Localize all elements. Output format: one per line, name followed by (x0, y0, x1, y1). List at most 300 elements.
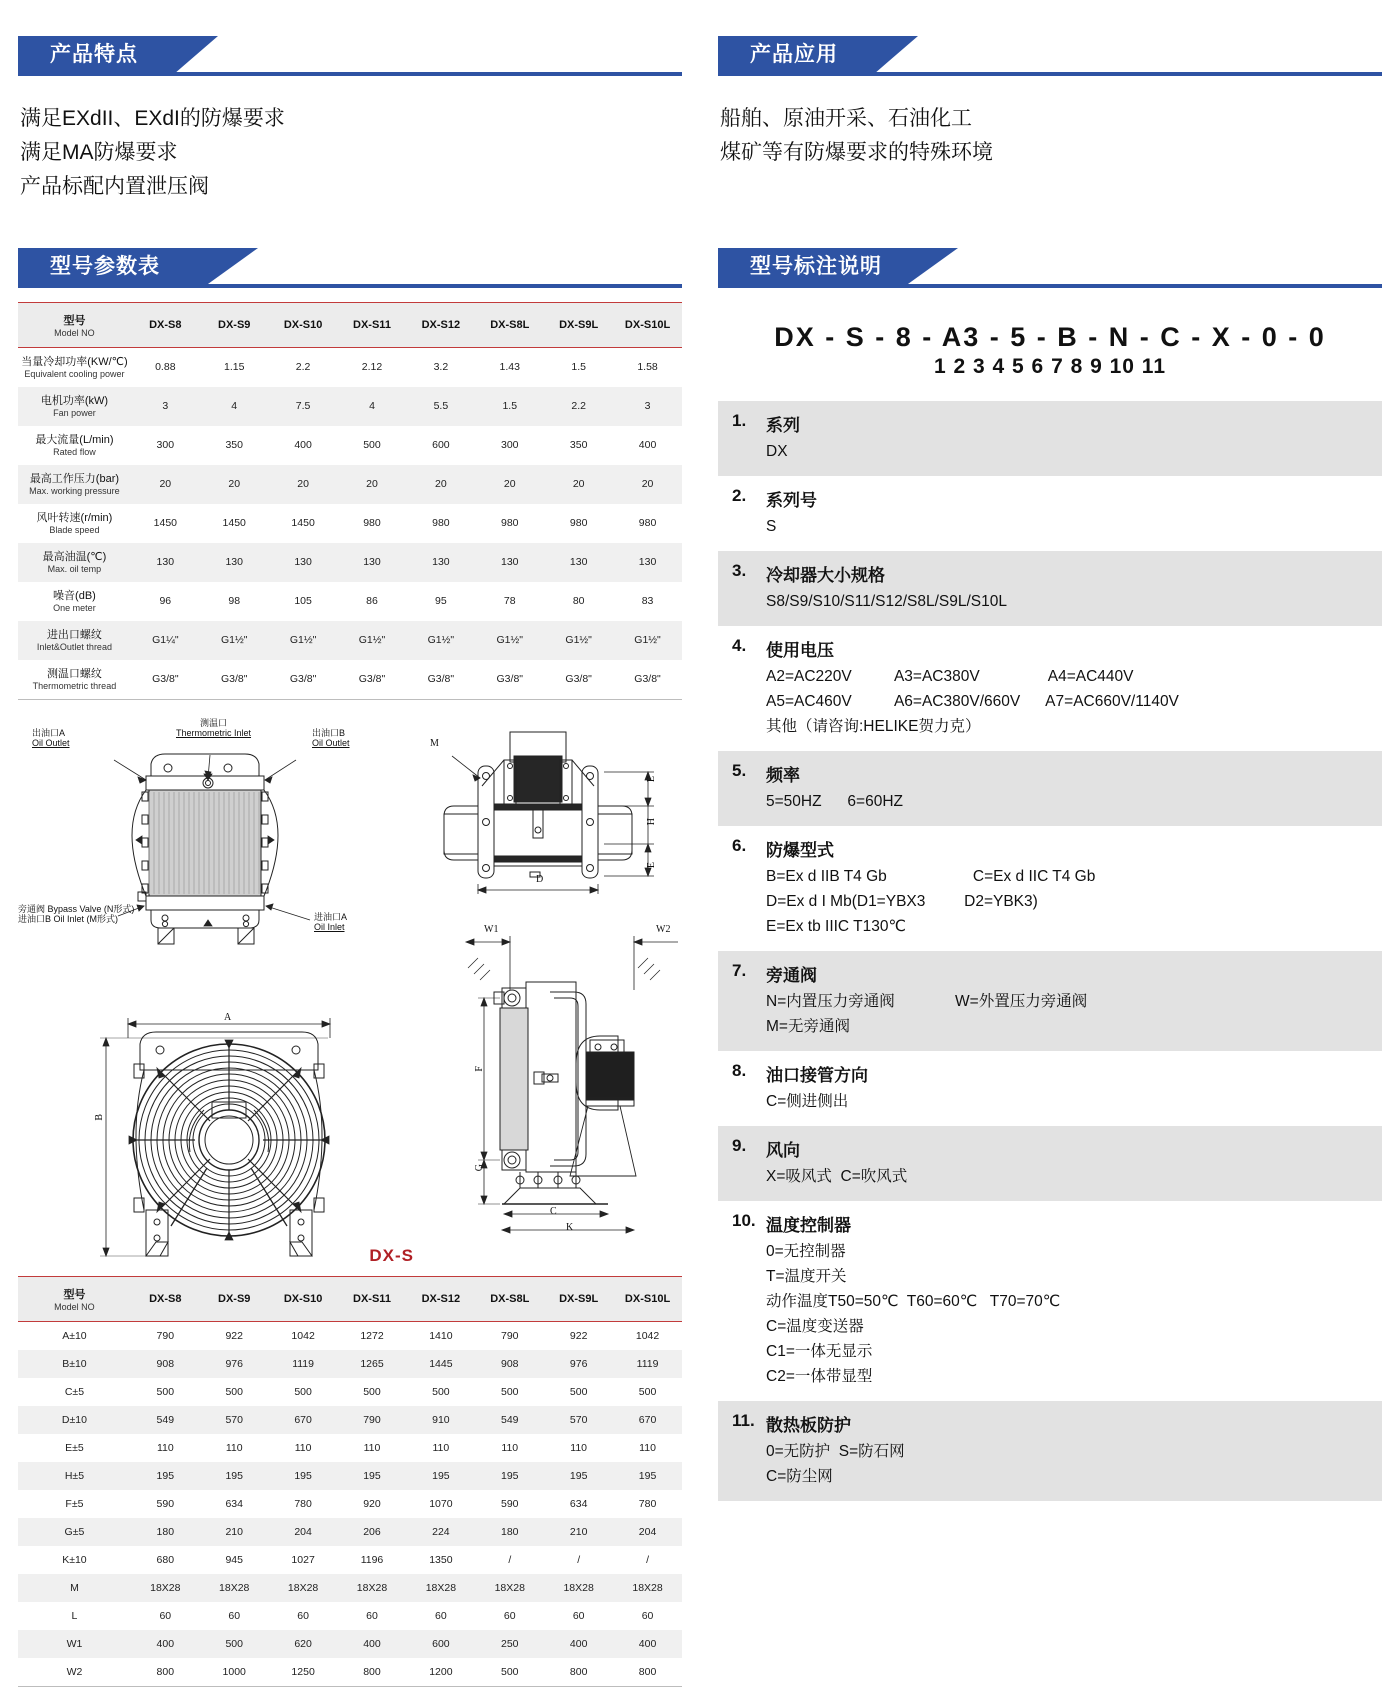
table-row (18, 1490, 682, 1518)
table-cell: 195 (638, 1469, 657, 1482)
table-row (18, 348, 682, 387)
application-banner (718, 36, 1382, 76)
table-cell: 130 (156, 556, 175, 569)
table-cell: 20 (228, 478, 241, 491)
table-cell: 18X28 (632, 1581, 663, 1594)
legend-item-title: 系列号 (766, 491, 817, 510)
row-header: D±10 (61, 1413, 87, 1426)
table-cell: 130 (432, 556, 450, 569)
table-cell: 20 (435, 478, 447, 491)
legend-item-line: T=温度开关 (766, 1268, 847, 1285)
param-table-body (18, 348, 682, 700)
param-table-title: 型号参数表 (50, 255, 160, 278)
dimension-table (18, 1276, 682, 1687)
table-cell: 980 (432, 517, 450, 530)
model-code-title: 型号标注说明 (750, 255, 882, 278)
col-header-model-3: DX-S11 (338, 1276, 407, 1321)
table-cell: 600 (432, 439, 450, 452)
table-cell: 1410 (429, 1329, 453, 1342)
table-cell: 500 (432, 1385, 450, 1398)
table-cell: 1450 (222, 517, 246, 530)
table-cell: 210 (569, 1525, 588, 1538)
row-header: 最大流量(L/min) Rated flow (35, 433, 114, 457)
table-cell: 945 (225, 1553, 243, 1566)
param-table-banner (18, 248, 682, 288)
table-cell: 790 (363, 1413, 381, 1426)
table-cell: 500 (225, 1637, 243, 1650)
dim-label-f: F (474, 1065, 485, 1072)
row-header: B±10 (62, 1357, 87, 1370)
row-header: H±5 (64, 1469, 85, 1482)
param-table-wrap (18, 302, 682, 700)
row-header: E±5 (65, 1441, 84, 1454)
col-header-model-6: DX-S9L (544, 303, 613, 348)
table-cell: 790 (501, 1329, 519, 1342)
legend-item-line: C=温度变送器 (766, 1318, 864, 1335)
table-row (18, 1321, 682, 1350)
col-header-model-5: DX-S8L (475, 1276, 544, 1321)
legend-item-number: 11. (732, 1411, 755, 1430)
table-cell: 400 (638, 1637, 657, 1650)
table-cell: 800 (131, 1658, 200, 1687)
table-row (18, 1406, 682, 1434)
table-cell: 180 (501, 1525, 519, 1538)
table-cell: G1½" (289, 634, 317, 647)
dim-label-e-top: E (646, 775, 657, 782)
table-cell: 86 (366, 595, 378, 608)
model-tag: DX-S (369, 1245, 414, 1265)
table-cell: 204 (638, 1525, 657, 1538)
table-cell: 634 (569, 1497, 588, 1510)
legend-item-line: C1=一体无显示 (766, 1343, 873, 1360)
legend-item (718, 1401, 1382, 1501)
table-cell: 570 (225, 1413, 243, 1426)
table-cell: 105 (294, 595, 312, 608)
feature-line: 满足EXdII、EXdI的防爆要求 (20, 107, 285, 130)
table-cell: 98 (228, 595, 241, 608)
legend-item-line: A5=AC460V A6=AC380V/660V A7=AC660V/1140V (766, 693, 1179, 710)
col-header-model-5: DX-S8L (475, 303, 544, 348)
table-row (18, 543, 682, 582)
table-cell: 195 (294, 1469, 312, 1482)
col-header-model-2: DX-S10 (269, 303, 338, 348)
table-cell: 1.15 (223, 361, 245, 374)
table-cell: 60 (228, 1609, 241, 1622)
table-cell: 1027 (291, 1553, 315, 1566)
table-cell: 0.88 (155, 361, 176, 374)
table-cell: 570 (569, 1413, 588, 1426)
legend-item-title: 风向 (766, 1141, 800, 1160)
legend-item-title: 油口接管方向 (766, 1066, 868, 1085)
table-cell: G3/8" (131, 660, 200, 699)
legend-item (718, 1201, 1382, 1401)
table-cell: G1½" (496, 634, 524, 647)
table-cell: G1½" (358, 634, 386, 647)
legend-item-line: 0=无防护 S=防石网 (766, 1443, 905, 1460)
table-cell: 110 (363, 1441, 381, 1454)
table-cell: G1½" (565, 634, 592, 647)
model-code-banner (718, 248, 1382, 288)
param-table (18, 302, 682, 700)
dim-label-k: K (566, 1221, 574, 1233)
table-cell: 60 (503, 1609, 516, 1622)
table-cell: 18X28 (425, 1581, 457, 1594)
legend-item-line: 0=无控制器 (766, 1243, 846, 1260)
dim-label-w1: W1 (484, 923, 499, 935)
legend-item (718, 476, 1382, 551)
table-cell: G1½" (220, 634, 248, 647)
table-cell: 1042 (635, 1329, 660, 1342)
table-cell: 980 (569, 517, 588, 530)
col-header-model: 型号 Model NO (18, 1276, 131, 1321)
legend-item-line: A2=AC220V A3=AC380V A4=AC440V (766, 668, 1134, 685)
legend-item-line: 5=50HZ 6=60HZ (766, 793, 903, 810)
table-cell: 18X28 (563, 1581, 594, 1594)
table-cell: G3/8" (269, 660, 338, 699)
model-code-numbers: 1 2 3 4 5 6 7 8 9 10 11 (933, 355, 1166, 378)
table-cell: 780 (294, 1497, 312, 1510)
row-header: 风叶转速(r/min) Blade speed (36, 511, 113, 535)
legend-item (718, 1051, 1382, 1126)
table-cell: 600 (432, 1637, 450, 1650)
legend-item-title: 温度控制器 (766, 1216, 851, 1235)
legend-item-line: B=Ex d IIB T4 Gb C=Ex d IIC T4 Gb (766, 868, 1096, 885)
col-header-model-0: DX-S8 (131, 1276, 200, 1321)
table-cell: 350 (569, 439, 588, 452)
table-row (18, 465, 682, 504)
table-cell: 500 (475, 1658, 544, 1687)
table-cell: 910 (432, 1413, 450, 1426)
table-cell: 1265 (360, 1357, 384, 1370)
table-cell: 180 (156, 1525, 175, 1538)
legend-item (718, 751, 1382, 826)
table-cell: 110 (432, 1441, 450, 1454)
table-cell: 110 (501, 1441, 519, 1454)
table-cell: 130 (363, 556, 381, 569)
table-cell: 1350 (429, 1553, 453, 1566)
table-row (18, 1350, 682, 1378)
legend-item-line: 其他（请咨询:HELIKE贺力克） (766, 718, 981, 735)
table-cell: 1250 (269, 1658, 338, 1687)
table-cell: 95 (435, 595, 447, 608)
model-code-legend (718, 401, 1382, 1501)
row-header: G±5 (64, 1525, 85, 1538)
table-cell: 634 (225, 1497, 243, 1510)
table-cell: 60 (435, 1609, 447, 1622)
application-list (720, 102, 1380, 170)
dimension-table-body (18, 1321, 682, 1686)
table-cell: 922 (225, 1329, 243, 1342)
table-cell: 1450 (153, 517, 177, 530)
table-cell: 195 (501, 1469, 519, 1482)
table-header-row (18, 303, 682, 348)
table-cell: 1000 (200, 1658, 269, 1687)
table-cell: 2.12 (361, 361, 383, 374)
legend-item-line: 动作温度T50=50℃ T60=60℃ T70=70℃ (766, 1293, 1061, 1310)
table-cell: 980 (638, 517, 657, 530)
dim-label-h: H (646, 817, 657, 826)
table-cell: 790 (156, 1329, 175, 1342)
table-cell: G1½" (427, 634, 455, 647)
left-column (0, 0, 700, 1678)
row-header: K±10 (62, 1553, 87, 1566)
table-cell: 1445 (429, 1357, 453, 1370)
table-cell: G1½" (634, 634, 661, 647)
row-header: W1 (66, 1637, 83, 1650)
model-code-string: DX - S - 8 - A3 - 5 - B - N - C - X - 0 - 0 (774, 322, 1326, 352)
legend-item (718, 626, 1382, 751)
cooler-side-view-drawing (438, 914, 688, 1244)
legend-item-number: 6. (732, 836, 747, 855)
legend-item-number: 2. (732, 486, 747, 505)
row-header: 最高工作压力(bar) Max. working pressure (29, 472, 120, 496)
legend-item-line: X=吸风式 C=吹风式 (766, 1168, 908, 1185)
table-cell: 908 (501, 1357, 519, 1370)
table-cell: 980 (363, 517, 381, 530)
legend-item (718, 951, 1382, 1051)
table-cell: 2.2 (295, 361, 311, 374)
features-list (20, 102, 680, 204)
table-cell: 800 (613, 1658, 682, 1687)
application-line: 船舶、原油开采、石油化工 (720, 107, 972, 130)
legend-item-line: C=侧进侧出 (766, 1093, 849, 1110)
col-header-model-3: DX-S11 (338, 303, 407, 348)
table-row (18, 1378, 682, 1406)
oil-inlet-a-label: 进油口A Oil Inlet (314, 911, 348, 933)
table-cell: 908 (156, 1357, 175, 1370)
table-cell: 590 (501, 1497, 519, 1510)
dim-label-m: M (430, 737, 439, 749)
table-cell: 1042 (291, 1329, 315, 1342)
table-row (18, 1630, 682, 1658)
legend-item-number: 9. (732, 1136, 747, 1155)
table-cell: 195 (363, 1469, 381, 1482)
table-cell: G1¼" (152, 634, 179, 647)
table-cell: 195 (225, 1469, 243, 1482)
legend-item-number: 7. (732, 961, 747, 980)
legend-item-line: S (766, 518, 777, 535)
feature-line: 满足MA防爆要求 (20, 141, 178, 164)
thermometric-inlet-label: 测温口 Thermometric Inlet (176, 717, 252, 739)
table-cell: 980 (501, 517, 519, 530)
table-cell: 1.5 (571, 361, 586, 374)
legend-item-line: N=内置压力旁通阀 W=外置压力旁通阀 (766, 993, 1088, 1010)
table-cell: 1.43 (499, 361, 520, 374)
table-cell: G3/8" (406, 660, 475, 699)
table-cell: 110 (639, 1441, 656, 1454)
legend-item-number: 10. (732, 1211, 756, 1230)
table-cell: 130 (501, 556, 519, 569)
table-cell: 1450 (291, 517, 315, 530)
dim-label-e-bottom: E (646, 861, 657, 868)
table-cell: 1272 (360, 1329, 384, 1342)
table-cell: 18X28 (356, 1581, 388, 1594)
table-cell: 800 (544, 1658, 613, 1687)
table-cell: 60 (159, 1609, 172, 1622)
table-cell: 780 (638, 1497, 657, 1510)
table-cell: 1070 (429, 1497, 453, 1510)
table-cell: 920 (363, 1497, 381, 1510)
table-cell: 7.5 (295, 400, 311, 413)
table-cell: 18X28 (287, 1581, 319, 1594)
legend-item-number: 3. (732, 561, 747, 580)
table-cell: 500 (569, 1385, 588, 1398)
table-cell: 110 (294, 1441, 312, 1454)
table-cell: 20 (297, 478, 309, 491)
table-cell: 18X28 (494, 1581, 525, 1594)
legend-item-line: C2=一体带显型 (766, 1368, 873, 1385)
dim-label-b: B (94, 1113, 105, 1121)
table-cell: 83 (641, 595, 654, 608)
oil-outlet-b-label: 出油口B Oil Outlet (312, 727, 350, 749)
legend-item-number: 4. (732, 636, 747, 655)
legend-item (718, 551, 1382, 626)
application-title: 产品应用 (750, 43, 838, 66)
bypass-valve-label: 旁通阀 Bypass Valve (N形式) 进油口B Oil Inlet (M形式) (18, 903, 135, 925)
table-cell: 78 (503, 595, 516, 608)
legend-item-title: 冷却器大小规格 (766, 566, 885, 585)
table-cell: 60 (366, 1609, 378, 1622)
row-header: 最高油温(℃) Max. oil temp (42, 550, 107, 574)
technical-drawings (18, 714, 682, 1274)
table-row (18, 1546, 682, 1574)
table-cell: 800 (338, 1658, 407, 1687)
col-header-model-0: DX-S8 (131, 303, 200, 348)
table-cell: 549 (156, 1413, 175, 1426)
row-header: C±5 (64, 1385, 85, 1398)
table-cell: 670 (638, 1413, 657, 1426)
col-header-model-2: DX-S10 (269, 1276, 338, 1321)
table-cell: 80 (572, 595, 585, 608)
legend-item-line: E=Ex tb IIIC T130℃ (766, 918, 906, 935)
table-cell: 1119 (636, 1357, 659, 1370)
table-row (18, 621, 682, 660)
table-header-row (18, 1276, 682, 1321)
table-cell: 18X28 (150, 1581, 181, 1594)
table-cell: 670 (294, 1413, 312, 1426)
table-row (18, 582, 682, 621)
table-cell: 204 (294, 1525, 312, 1538)
col-header-model: 型号 Model NO (18, 303, 131, 348)
dim-label-a: A (224, 1011, 232, 1023)
col-header-model-7: DX-S10L (613, 1276, 682, 1321)
table-cell: 250 (501, 1637, 519, 1650)
table-row (18, 1602, 682, 1630)
table-cell: 549 (501, 1413, 519, 1426)
table-cell: G3/8" (544, 660, 613, 699)
table-row (18, 1574, 682, 1602)
legend-item (718, 1126, 1382, 1201)
table-cell: 60 (572, 1609, 585, 1622)
dimension-table-wrap (18, 1276, 682, 1687)
table-cell: 130 (225, 556, 243, 569)
table-cell: 500 (363, 1385, 381, 1398)
dim-label-w2: W2 (656, 923, 671, 935)
row-header: W2 (18, 1658, 131, 1687)
table-cell: 620 (294, 1637, 312, 1650)
table-cell: 300 (501, 439, 519, 452)
table-cell: / (646, 1553, 650, 1566)
row-header: 噪音(dB) One meter (53, 589, 96, 613)
legend-item-line: DX (766, 443, 788, 460)
table-cell: G3/8" (338, 660, 407, 699)
oil-outlet-a-label: 出油口A Oil Outlet (32, 727, 70, 749)
table-cell: G3/8" (200, 660, 269, 699)
table-cell: 110 (156, 1441, 174, 1454)
table-cell: 1196 (360, 1553, 384, 1566)
col-header-model-7: DX-S10L (613, 303, 682, 348)
table-cell: 400 (294, 439, 312, 452)
dim-label-c: C (550, 1205, 557, 1217)
features-banner (18, 36, 682, 76)
table-cell: G3/8" (613, 660, 682, 699)
model-code-block (718, 322, 1382, 379)
legend-item-title: 系列 (766, 416, 800, 435)
legend-item-number: 5. (732, 761, 747, 780)
table-cell: 110 (570, 1441, 588, 1454)
table-cell: G3/8" (475, 660, 544, 699)
table-cell: 195 (156, 1469, 175, 1482)
legend-item (718, 401, 1382, 476)
row-header: F±5 (65, 1497, 84, 1510)
table-cell: 1.5 (502, 400, 518, 413)
table-cell: 20 (159, 478, 172, 491)
table-row (18, 1434, 682, 1462)
legend-item-title: 旁通阀 (766, 966, 817, 985)
col-header-model-4: DX-S12 (406, 303, 475, 348)
table-cell: 400 (363, 1637, 381, 1650)
table-cell: 195 (569, 1469, 588, 1482)
col-header-model-1: DX-S9 (200, 1276, 269, 1321)
row-header: 进出口螺纹 Inlet&Outlet thread (36, 628, 112, 652)
table-cell: 1200 (406, 1658, 475, 1687)
table-cell: 300 (156, 439, 175, 452)
legend-item-line: C=防尘网 (766, 1468, 833, 1485)
table-cell: 206 (363, 1525, 381, 1538)
legend-item (718, 826, 1382, 951)
legend-item-line: M=无旁通阀 (766, 1018, 850, 1035)
table-cell: 500 (638, 1385, 657, 1398)
table-row (18, 1462, 682, 1490)
table-cell: 400 (156, 1637, 175, 1650)
table-cell: 922 (569, 1329, 588, 1342)
table-cell: 1119 (292, 1357, 314, 1370)
table-row (18, 660, 682, 699)
table-cell: 350 (225, 439, 243, 452)
row-header: 测温口螺纹 Thermometric thread (18, 660, 131, 699)
table-cell: 3.2 (433, 361, 449, 374)
table-cell: / (508, 1553, 512, 1566)
col-header-model-6: DX-S9L (544, 1276, 613, 1321)
legend-item-number: 8. (732, 1061, 747, 1080)
table-cell: 60 (641, 1609, 654, 1622)
table-cell: 500 (225, 1385, 243, 1398)
legend-item-number: 1. (732, 411, 747, 430)
table-cell: 130 (638, 556, 657, 569)
row-header: L (71, 1609, 78, 1622)
table-cell: 130 (294, 556, 312, 569)
table-cell: 110 (225, 1441, 243, 1454)
dim-label-g: G (474, 1163, 485, 1172)
table-cell: 60 (297, 1609, 309, 1622)
table-cell: 130 (569, 556, 588, 569)
table-cell: 680 (156, 1553, 175, 1566)
table-row (18, 1658, 682, 1687)
table-cell: 400 (638, 439, 657, 452)
legend-item-title: 使用电压 (766, 641, 834, 660)
table-cell: 500 (363, 439, 381, 452)
col-header-model-1: DX-S9 (200, 303, 269, 348)
